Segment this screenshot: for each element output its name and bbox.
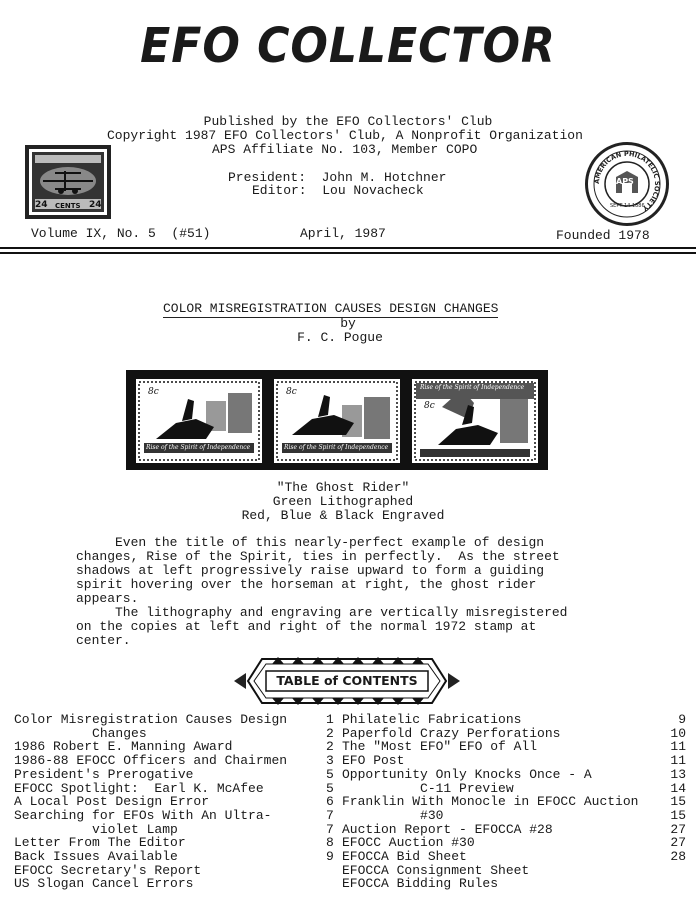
stamp-value-right: 24 [89,200,102,210]
stamp-inscription: Rise of the Spirit of Independence [146,444,251,451]
toc-entry: The "Most EFO" EFO of All [342,739,538,755]
toc-left-column [14,713,287,891]
toc-entry: 1986 Robert E. Manning Award [14,739,233,755]
toc-entry: Color Misregistration Causes Design [14,712,288,727]
toc-page: 5 [326,780,334,796]
body-line: The lithography and engraving are vertically misregistered [76,605,568,620]
issue-date: April, 1987 [300,226,386,241]
toc-page: 15 [670,794,686,810]
stamp-cents: CENTS [55,202,81,210]
toc-page: 5 [326,766,334,782]
toc-page: 3 [326,753,334,769]
toc-entry: EFOCC Spotlight: Earl K. McAfee [14,780,264,796]
body-line: changes, Rise of the Spirit, ties in perfectly. As the street [76,549,560,564]
stamp-value-left: 24 [35,200,48,210]
toc-entry: EFOCCA Consignment Sheet [342,862,530,878]
toc-entry: Changes [14,725,147,741]
stamp-inscription: Rise of the Spirit of Independence [420,384,525,391]
toc-page: 1 [326,712,334,727]
toc-entry: EFO Post [342,753,405,769]
toc-page: 27 [670,835,686,851]
toc-entry: #30 [342,807,444,823]
body-line: shadows at left progressively raise upward to form a guiding [76,563,545,578]
seal-center-text: APS [616,177,634,186]
toc-entry: Franklin With Monocle in EFOCC Auction [342,794,639,810]
seal-ring-text: AMERICAN PHILATELIC SOCIETY [592,149,662,213]
toc-page: 11 [670,753,686,769]
toc-entry: President's Prerogative [14,766,194,782]
toc-page: 6 [326,794,334,810]
article-by: by [340,316,356,331]
toc-entry: Philatelic Fabrications [342,712,522,727]
stamp-right-misregistered [412,379,538,463]
toc-page: 28 [670,849,686,865]
stamp-inscription: Rise of the Spirit of Independence [284,444,389,451]
header-rule-top [0,247,696,249]
toc-page: 10 [670,725,686,741]
toc-page: 7 [326,821,334,837]
toc-page: 9 [678,712,686,727]
toc-entry: Back Issues Available [14,849,178,865]
toc-right-pages [656,713,686,864]
copyright-line: Copyright 1987 EFO Collectors' Club, A Nonprofit Organization [107,128,583,143]
caption-engraved: Red, Blue & Black Engraved [241,508,445,523]
toc-title: TABLE of CONTENTS [276,673,418,688]
toc-entry: A Local Post Design Error [14,794,210,810]
caption-lithographed: Green Lithographed [272,494,414,509]
toc-entry: Letter From The Editor [14,835,186,851]
toc-entry: EFOCCA Bidding Rules [342,876,499,892]
article-author: F. C. Pogue [297,330,383,345]
toc-entry: 1986-88 EFOCC Officers and Chairmen [14,753,288,769]
toc-page: 11 [670,739,686,755]
toc-entry: Auction Report - EFOCCA #28 [342,821,553,837]
body-line: on the copies at left and right of the normal 1972 stamp at [76,619,537,634]
toc-entry: violet Lamp [14,821,178,837]
volume-line: Volume IX, No. 5 (#51) [31,226,211,241]
toc-page: 2 [326,725,334,741]
stamp-left-misregistered [136,379,262,463]
body-line: appears. [76,591,139,606]
stamp-value: 8c [424,401,435,411]
article-body [76,536,567,648]
toc-entry: US Slogan Cancel Errors [14,876,194,892]
toc-entry: EFOCC Secretary's Report [14,862,202,878]
toc-page: 15 [670,807,686,823]
toc-entry: Searching for EFOs With An Ultra- [14,807,272,823]
toc-page: 8 [326,835,334,851]
toc-entry: C-11 Preview [342,780,514,796]
aps-seal-logo [585,142,669,226]
stamp-value: 8c [148,387,159,397]
toc-entry: EFOCC Auction #30 [342,835,475,851]
airmail-stamp-image [25,145,111,219]
affiliate-line: APS Affiliate No. 103, Member COPO [212,142,478,157]
stamp-value: 8c [286,387,297,397]
toc-page: 14 [670,780,686,796]
published-line: Published by the EFO Collectors' Club [203,114,493,129]
header-rule-bottom [0,252,696,254]
ghost-rider-stamp-strip [126,370,548,470]
toc-page: 27 [670,821,686,837]
toc-left-pages [326,713,334,864]
stamp-center-normal [274,379,400,463]
toc-right-column [342,713,638,891]
masthead-title: EFO COLLECTOR [140,18,556,74]
editor-line: Editor: Lou Novacheck [252,183,424,198]
toc-entry: EFOCCA Bid Sheet [342,849,467,865]
article-title: COLOR MISREGISTRATION CAUSES DESIGN CHANGES [163,301,499,316]
toc-entry: Paperfold Crazy Perforations [342,725,561,741]
president-line: President: John M. Hotchner [228,170,447,185]
body-line: center. [76,633,131,648]
toc-page: 2 [326,739,334,755]
caption-ghost-rider: "The Ghost Rider" [276,480,410,495]
founded-line: Founded 1978 [556,228,650,243]
body-line: spirit hovering over the horseman at right, the ghost rider [76,577,537,592]
toc-page: 7 [326,807,334,823]
toc-entry: Opportunity Only Knocks Once - A [342,766,592,782]
body-line: Even the title of this nearly-perfect example of design [76,535,545,550]
toc-page: 9 [326,849,334,865]
toc-page: 13 [670,766,686,782]
seal-date: SEPT 14 1886 [610,203,645,209]
